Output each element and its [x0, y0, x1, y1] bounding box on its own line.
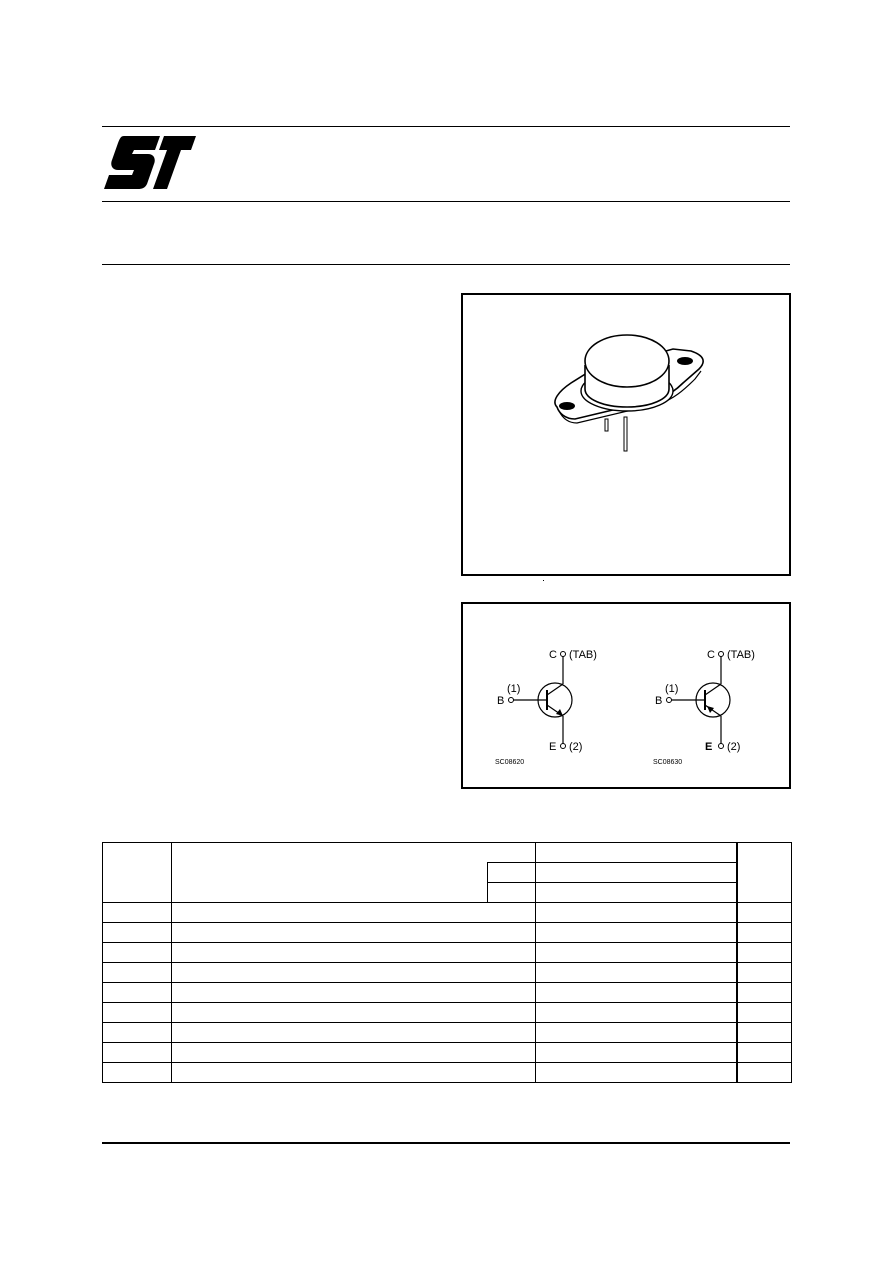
- row-parameter: [172, 1043, 536, 1063]
- row-value: [536, 1023, 737, 1043]
- pnp-collector-pin: (TAB): [727, 649, 755, 661]
- row-value: [536, 923, 737, 943]
- row-unit: [737, 943, 792, 963]
- row-value: [536, 983, 737, 1003]
- subheader-value-cell-2: [536, 883, 737, 903]
- row-unit: [737, 1003, 792, 1023]
- row-symbol: [103, 1003, 172, 1023]
- npn-collector-pin: (TAB): [569, 649, 597, 661]
- table-row: [103, 1023, 792, 1043]
- row-symbol: [103, 943, 172, 963]
- row-unit: [737, 1063, 792, 1083]
- row-symbol: [103, 903, 172, 923]
- row-value: [536, 1063, 737, 1083]
- caption-dot: [543, 580, 544, 581]
- row-symbol: [103, 1023, 172, 1043]
- row-parameter: [172, 1023, 536, 1043]
- npn-transistor-symbol: [509, 652, 573, 749]
- table-row: [103, 903, 792, 923]
- row-parameter: [172, 923, 536, 943]
- row-unit: [737, 983, 792, 1003]
- package-drawing-box: [461, 293, 791, 576]
- subheader-type-cell-1: [488, 863, 536, 883]
- st-logo: [102, 132, 198, 192]
- pnp-emitter-label: E: [705, 741, 713, 753]
- pnp-collector-label: C: [707, 649, 715, 661]
- row-symbol: [103, 983, 172, 1003]
- header-rule-middle: [102, 201, 790, 202]
- row-unit: [737, 923, 792, 943]
- table-row: [103, 983, 792, 1003]
- row-value: [536, 1043, 737, 1063]
- table-row: [103, 1043, 792, 1063]
- row-unit: [737, 1043, 792, 1063]
- row-unit: [737, 963, 792, 983]
- row-parameter: [172, 943, 536, 963]
- npn-collector-label: C: [549, 649, 557, 661]
- table-row: [103, 1003, 792, 1023]
- row-parameter: [172, 963, 536, 983]
- npn-base-label: B: [497, 695, 505, 707]
- npn-emitter-pin: (2): [569, 741, 583, 753]
- row-unit: [737, 903, 792, 923]
- row-parameter: [172, 1063, 536, 1083]
- row-value: [536, 1003, 737, 1023]
- table-row: [103, 963, 792, 983]
- subheader-type-cell-2: [488, 883, 536, 903]
- row-symbol: [103, 1063, 172, 1083]
- row-value: [536, 903, 737, 923]
- header-symbol-cell: [103, 843, 172, 903]
- table-header-row: [103, 843, 792, 863]
- to3-package-image: [463, 295, 789, 574]
- table-row: [103, 943, 792, 963]
- row-symbol: [103, 1043, 172, 1063]
- header-parameter-spacer: [172, 863, 488, 883]
- table-subheader-row-1: [103, 863, 792, 883]
- header-unit-cell: [737, 843, 792, 903]
- table-row: [103, 923, 792, 943]
- npn-base-pin: (1): [507, 683, 521, 695]
- row-parameter: [172, 1003, 536, 1023]
- internal-schematic-box: [461, 602, 791, 789]
- footer-rule: [102, 1142, 790, 1144]
- row-value: [536, 963, 737, 983]
- row-parameter: [172, 983, 536, 1003]
- pnp-schematic-code: SC08630: [653, 759, 683, 766]
- header-value-cell: [536, 843, 737, 863]
- npn-emitter-label: E: [549, 741, 557, 753]
- row-unit: [737, 1023, 792, 1043]
- row-parameter: [172, 903, 536, 923]
- npn-schematic-code: SC08620: [495, 759, 525, 766]
- row-symbol: [103, 923, 172, 943]
- header-rule-bottom: [102, 264, 790, 265]
- header-rule-top: [102, 126, 790, 127]
- schematic-diagram: [463, 604, 789, 787]
- table-row: [103, 1063, 792, 1083]
- pnp-emitter-pin: (2): [727, 741, 741, 753]
- header-parameter-cell: [172, 843, 536, 863]
- ratings-table: [102, 842, 792, 1083]
- header-parameter-spacer-2: [172, 883, 488, 903]
- table-subheader-row-2: [103, 883, 792, 903]
- pnp-base-label: B: [655, 695, 663, 707]
- row-value: [536, 943, 737, 963]
- pnp-transistor-symbol: [667, 652, 731, 749]
- pnp-base-pin: (1): [665, 683, 679, 695]
- row-symbol: [103, 963, 172, 983]
- subheader-value-cell-1: [536, 863, 737, 883]
